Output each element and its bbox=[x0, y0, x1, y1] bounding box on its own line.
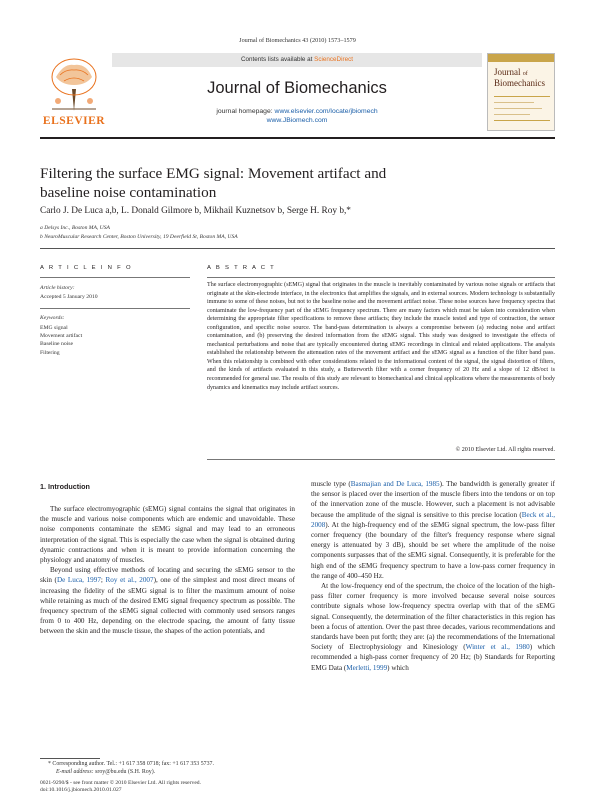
contents-prefix: Contents lists available at bbox=[240, 56, 315, 63]
keyword-item: EMG signal bbox=[40, 325, 68, 331]
doi-line[interactable]: doi:10.1016/j.jbiomech.2010.01.027 bbox=[40, 787, 122, 793]
elsevier-logo bbox=[40, 53, 108, 131]
abstract-heading: A B S T R A C T bbox=[207, 265, 276, 271]
elsevier-tree-icon bbox=[46, 55, 102, 113]
intro-p2-text-b: ), one of the simplest and most direct means of increasing the fidelity of the sEMG signal is to filter the maximum amount of noise while retaining as much of the desired EMG signal frequency spectrum as possible. The frequency spectrum of the sEMG signal collected with commonly used sensors ranges from 0 to 400 Hz, depending on the electrode spacing, the amount of fatty tissue between the skin and the muscle tissue, the shapes of the action potentials, and bbox=[40, 576, 295, 636]
citation-link[interactable]: Roy et al., 2007 bbox=[105, 576, 154, 585]
journal-citation: Journal of Biomechanics 43 (2010) 1573–1579 bbox=[239, 37, 356, 44]
body-column-right bbox=[311, 479, 555, 673]
abstract-copyright: © 2010 Elsevier Ltd. All rights reserved. bbox=[455, 447, 555, 453]
footnote-rule bbox=[40, 758, 100, 759]
corresponding-author-note: * Corresponding author. Tel.: +1 617 358 0718; fax: +1 617 353 5737. bbox=[48, 761, 214, 767]
paper-title-line-1: Filtering the surface EMG signal: Movement artifact and bbox=[40, 165, 387, 182]
article-info-rule-mid bbox=[40, 308, 190, 309]
intro-p2-sep: ; bbox=[100, 576, 106, 585]
intro-paragraph-1: The surface electromyographic (sEMG) signal contains the signal that originates in the muscle and various noise components which are endemic and unavoidable. These noise components contaminate the sEMG signal and may lead to an erroneous interpretation of the signal. This is especially the case when the signal is obtained during dynamic contractions and when it is meant to provide information concerning the physiology and anatomy of muscles. bbox=[40, 505, 295, 565]
masthead-divider bbox=[40, 137, 555, 139]
cover-title-2: of bbox=[522, 71, 528, 77]
sciencedirect-link[interactable]: ScienceDirect bbox=[314, 56, 353, 63]
elsevier-wordmark: ELSEVIER bbox=[42, 115, 106, 127]
keyword-item: Movement artifact bbox=[40, 333, 83, 340]
intro-paragraph-2 bbox=[40, 565, 295, 636]
intro-r2-text-a: At the low-frequency end of the spectrum, the choice of the location of the high-pass filter corner frequency is more involved because several noise sources contribute signals whose low-frequency spectra overlap with that of the sEMG signal. Consequently, the determination of the filter characteristics in this region has been a focus of attention. Over the past three decades, various recommendations and standards have been put forth; they are: (a) the recommendations of the International Society of Electrophysiology and Kinesiology ( bbox=[311, 582, 555, 652]
intro-r1-text-b: ). The bandwidth is generally greater if the sensor is placed over the insertion of the muscle fibers into the tendons or on top of the innervation zone of the muscle. However, such a placement is not advisable because the amplitude of the signal is sensitive to this precise location ( bbox=[311, 480, 556, 519]
journal-homepage bbox=[112, 107, 482, 125]
cover-title bbox=[494, 68, 545, 88]
issn-line: 0021-9290/$ - see front matter © 2010 Elsevier Ltd. All rights reserved. bbox=[40, 780, 201, 786]
homepage-link-2[interactable]: www.JBiomech.com bbox=[266, 117, 328, 124]
email-note bbox=[40, 769, 155, 775]
citation-link[interactable]: Basmajian and De Luca, 1985 bbox=[350, 480, 440, 488]
affiliation-b: b NeuroMuscular Research Center, Boston University, 19 Deerfield St, Boston MA, USA bbox=[40, 234, 238, 240]
intro-p2-text-a: Beyond using effective methods of locating and securing the sEMG sensor to the skin ( bbox=[40, 566, 295, 585]
body-column-left bbox=[40, 504, 295, 637]
keyword-item: Filtering bbox=[40, 349, 60, 356]
introduction-heading: 1. Introduction bbox=[40, 482, 90, 491]
homepage-prefix: journal homepage: bbox=[216, 108, 275, 115]
abstract-rule-top bbox=[207, 277, 555, 278]
intro-paragraph-3 bbox=[311, 581, 555, 673]
abstract-text: The surface electromyographic (sEMG) signal that originates in the muscle is inevitably contaminated by various noise signals or artifacts that originate at the skin-electrode interface, in the electronics that amplifies the signals, and in external sources. Modern technology is substantially immune to some of these noises, but not to the baseline noise and the movement artifact noise. These noise sources have frequency spectra that contaminate the low-frequency part of the sEMG frequency spectrum. There are many factors which must be taken into consideration when determining the appropriate filter specifications to remove these artifacts; they include the muscle tested and type of contraction, the sensor configuration, and specific noise source. The band-pass determination is always a compromise between (a) reducing noise and artifact contamination, and (b) preserving the desired information from the sEMG signal. This study was designed to investigate the effects of mechanical perturbations and noise that are typically encountered during sEMG recordings in clinical and related applications. The analysis established the relationship between the attenuation rates of the movement artifact and the sEMG signal as a function of the filter band pass. When this relationship is combined with other considerations related to the informational content of the signal, the signal distortion of filters, and the kinds of artifacts evaluated in this study, a Butterworth filter with a corner frequency of 20 Hz and a slope of 12 dB/oct is recommended for general use. The results of this study are relevant to biomechanical and clinical applications where the measurements of body dynamics and kinematics may include artifact sources. bbox=[207, 282, 555, 391]
intro-r2-text-b: ) which recommended a high-pass corner frequency of 20 Hz; (b) Standards for Reporting EMG Data ( bbox=[311, 643, 555, 672]
cover-band bbox=[488, 54, 554, 62]
paper-title-line-2: baseline noise contamination bbox=[40, 184, 217, 201]
keywords-label: Keywords: bbox=[40, 315, 65, 321]
keywords-list bbox=[40, 324, 82, 357]
citation-link[interactable]: Beck et al., 2008 bbox=[311, 510, 556, 529]
header-divider bbox=[40, 248, 555, 249]
keyword-item: Baseline noise bbox=[40, 341, 74, 348]
article-history-label: Article history: bbox=[40, 285, 75, 291]
article-info-heading: A R T I C L E I N F O bbox=[40, 265, 133, 271]
citation-link[interactable]: Merletti, 1999 bbox=[346, 663, 388, 672]
cover-decoration-icon bbox=[494, 94, 550, 124]
homepage-link[interactable]: www.elsevier.com/locate/jbiomech bbox=[274, 108, 378, 115]
abstract-rule-bottom bbox=[207, 459, 555, 460]
citation-link[interactable]: Winter et al., 1980 bbox=[465, 643, 530, 652]
author-list: Carlo J. De Luca a,b, L. Donald Gilmore b, Mikhail Kuznetsov b, Serge H. Roy b,* bbox=[40, 206, 351, 216]
cover-title-3: Biomechanics bbox=[494, 78, 545, 88]
intro-r2-text-c: ) which bbox=[387, 663, 409, 672]
article-history-value: Accepted 5 January 2010 bbox=[40, 294, 98, 300]
paper-title bbox=[40, 164, 555, 202]
article-info-rule-top bbox=[40, 277, 190, 278]
intro-r1-text-a: muscle type ( bbox=[311, 480, 351, 488]
affiliation-a: a Delsys Inc., Boston MA, USA bbox=[40, 225, 110, 231]
journal-info-box bbox=[112, 53, 482, 131]
email-label: E-mail address: bbox=[56, 769, 94, 775]
email-address[interactable]: sroy@bu.edu (S.H. Roy). bbox=[95, 769, 156, 775]
journal-title: Journal of Biomechanics bbox=[207, 79, 387, 97]
intro-r1-text-c: ). At the high-frequency end of the sEMG signal spectrum, the low-pass filter corner frequency (the boundary of the filter's frequency response where signal energy is attenuated by 3 dB), should be set where the amplitude of the noise components surpasses that of the sEMG signal. Consequently, it is preferable for the high end of the sEMG frequency spectrum to have a low-pass corner frequency in the range of 400–450 Hz. bbox=[311, 520, 555, 580]
cover-title-1: Journal bbox=[494, 67, 521, 77]
journal-masthead bbox=[40, 53, 555, 135]
contents-bar bbox=[112, 53, 482, 67]
citation-link[interactable]: De Luca, 1997 bbox=[56, 576, 101, 585]
intro-paragraph-2-cont bbox=[311, 479, 555, 581]
journal-cover-thumbnail bbox=[487, 53, 555, 131]
